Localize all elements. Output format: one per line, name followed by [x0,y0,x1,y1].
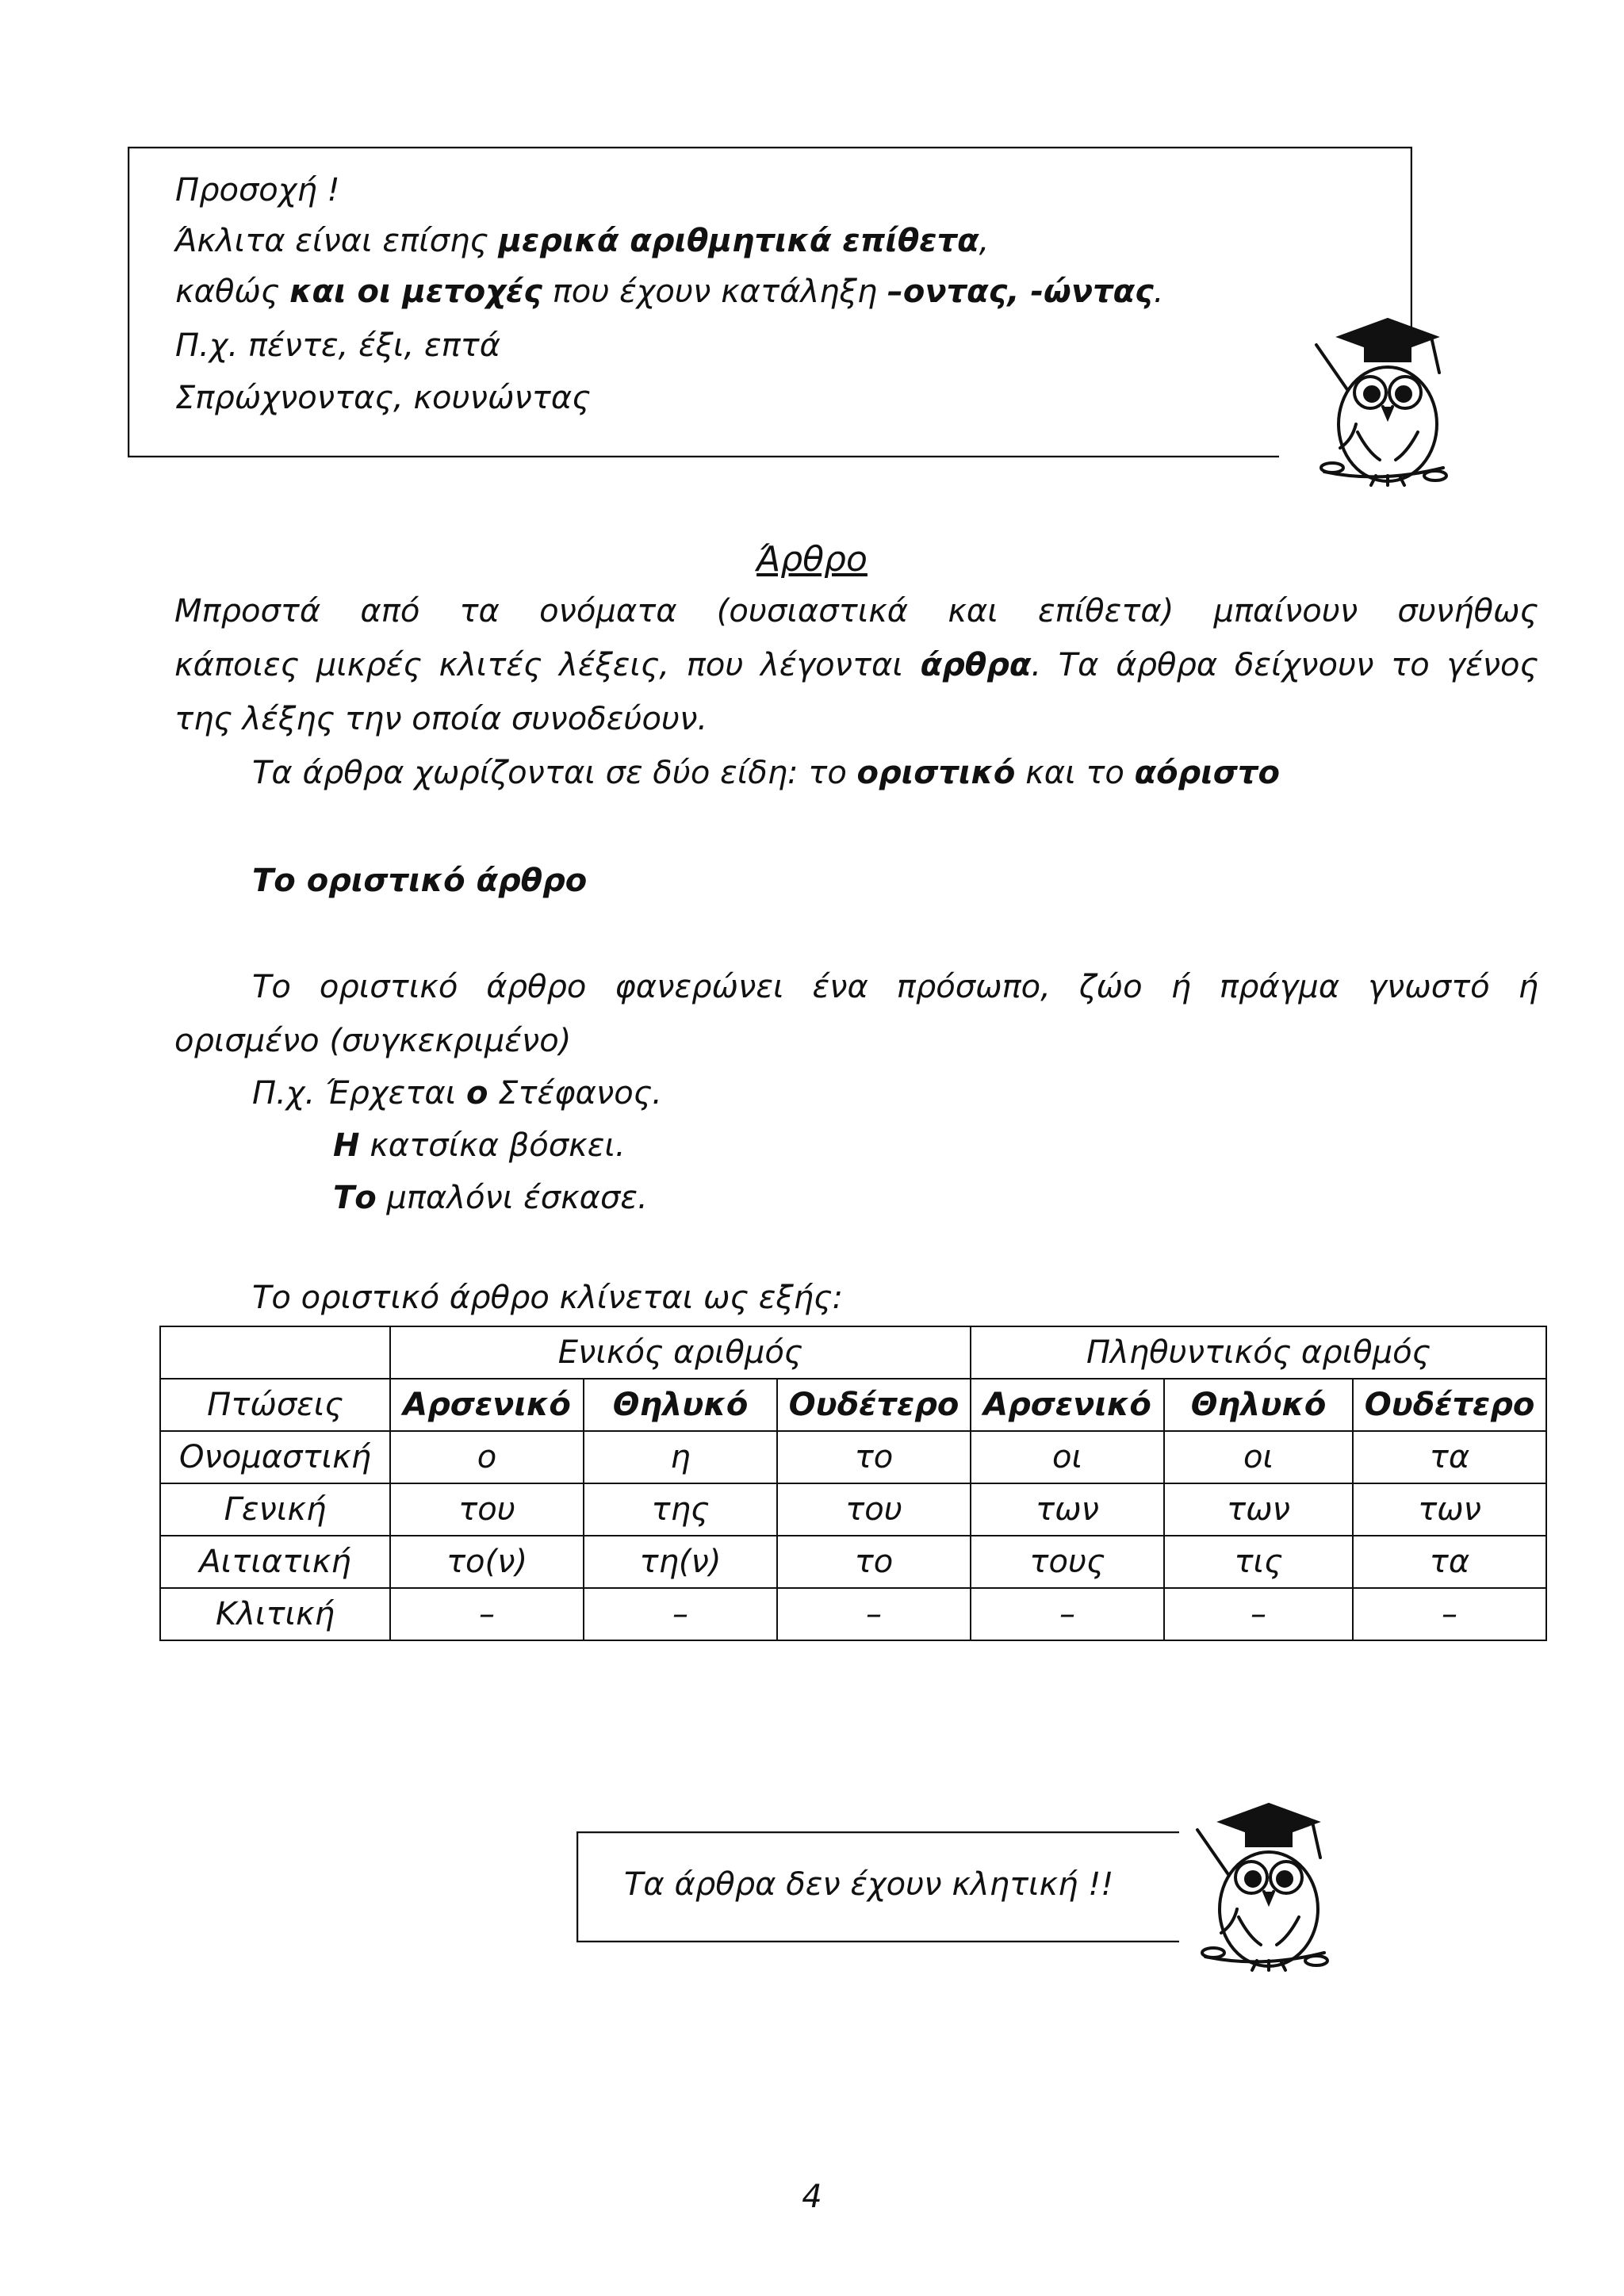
table-cell: οι [1164,1431,1353,1483]
table-group-row [160,1326,1546,1379]
article-paragraph-line-1: Μπροστά από τα ονόματα (ουσιαστικά και επίθετα) μπαίνουν συνήθως [174,593,1538,629]
note-line-5: Σπρώχνοντας, κουνώντας [175,380,591,416]
table-cell: το [777,1431,971,1483]
table-cell: – [1164,1588,1353,1640]
table-cell: το(ν) [390,1536,584,1588]
header-cell: Θηλυκό [584,1379,777,1431]
table-cell: – [971,1588,1164,1640]
table-cell: ο [390,1431,584,1483]
header-cell: Αρσενικό [390,1379,584,1431]
article-types-line: Τα άρθρα χωρίζονται σε δύο είδη: το οριστικό και το αόριστο [252,755,1280,791]
table-cell: το [777,1536,971,1588]
section-title: Άρθρο [756,539,868,580]
table-intro: Το οριστικό άρθρο κλίνεται ως εξής: [252,1280,843,1316]
table-row [160,1536,1546,1588]
example-line-2: Η κατσίκα βόσκει. [333,1127,626,1164]
note-line-1: Προσοχή ! [175,172,340,209]
table-cell: των [1164,1483,1353,1536]
table-header-row [160,1379,1546,1431]
table-cell: – [1353,1588,1546,1640]
attention-box [128,147,1412,457]
header-cell: Πτώσεις [160,1379,390,1431]
group-singular: Ενικός αριθμός [390,1326,971,1379]
definite-paragraph-line-2: ορισμένο (συγκεκριμένο) [174,1023,572,1059]
table-cell: – [584,1588,777,1640]
owl-teacher-icon [1189,1798,1332,1976]
note-line-3: καθώς και οι μετοχές που έχουν κατάληξη –οντας, -ώντας. [175,274,1164,310]
header-cell: Αρσενικό [971,1379,1164,1431]
table-cell: του [390,1483,584,1536]
owl-teacher-icon [1308,313,1451,492]
note-line-4: Π.χ. πέντε, έξι, επτά [175,327,501,364]
header-cell: Ουδέτερο [777,1379,971,1431]
table-row [160,1483,1546,1536]
article-paragraph-line-2: κάποιες μικρές κλιτές λέξεις, που λέγονται άρθρα. Τα άρθρα δείχνουν το γένος [174,647,1538,683]
table-cell: της [584,1483,777,1536]
table-cell: Κλιτική [160,1588,390,1640]
article-declension-table [159,1326,1547,1641]
table-cell: Γενική [160,1483,390,1536]
table-cell: του [777,1483,971,1536]
table-row [160,1588,1546,1640]
bottom-note-box [576,1831,1179,1942]
table-cell: τους [971,1536,1164,1588]
table-cell: τα [1353,1431,1546,1483]
table-cell: τη(ν) [584,1536,777,1588]
table-cell: – [390,1588,584,1640]
table-cell: των [971,1483,1164,1536]
header-cell: Θηλυκό [1164,1379,1353,1431]
note-line-2: Άκλιτα είναι επίσης μερικά αριθμητικά επίθετα, [175,223,990,259]
article-paragraph-line-3: της λέξης την οποία συνοδεύουν. [174,701,708,737]
table-cell: – [777,1588,971,1640]
example-line-1: Π.χ. Έρχεται ο Στέφανος. [252,1075,662,1112]
table-row [160,1431,1546,1483]
page-number: 4 [802,2179,822,2215]
table-cell: Ονομαστική [160,1431,390,1483]
definite-article-heading: Το οριστικό άρθρο [252,863,588,899]
header-cell: Ουδέτερο [1353,1379,1546,1431]
table-cell: Αιτιατική [160,1536,390,1588]
table-cell: η [584,1431,777,1483]
example-line-3: Το μπαλόνι έσκασε. [333,1180,648,1216]
table-cell-empty [160,1326,390,1379]
bottom-note-text: Τα άρθρα δεν έχουν κλητική !! [624,1866,1114,1903]
table-cell: τις [1164,1536,1353,1588]
table-cell: οι [971,1431,1164,1483]
table-cell: τα [1353,1536,1546,1588]
group-plural: Πληθυντικός αριθμός [971,1326,1546,1379]
definite-paragraph-line-1: Το οριστικό άρθρο φανερώνει ένα πρόσωπο, ζώο ή πράγμα γνωστό ή [252,969,1538,1005]
table-cell: των [1353,1483,1546,1536]
